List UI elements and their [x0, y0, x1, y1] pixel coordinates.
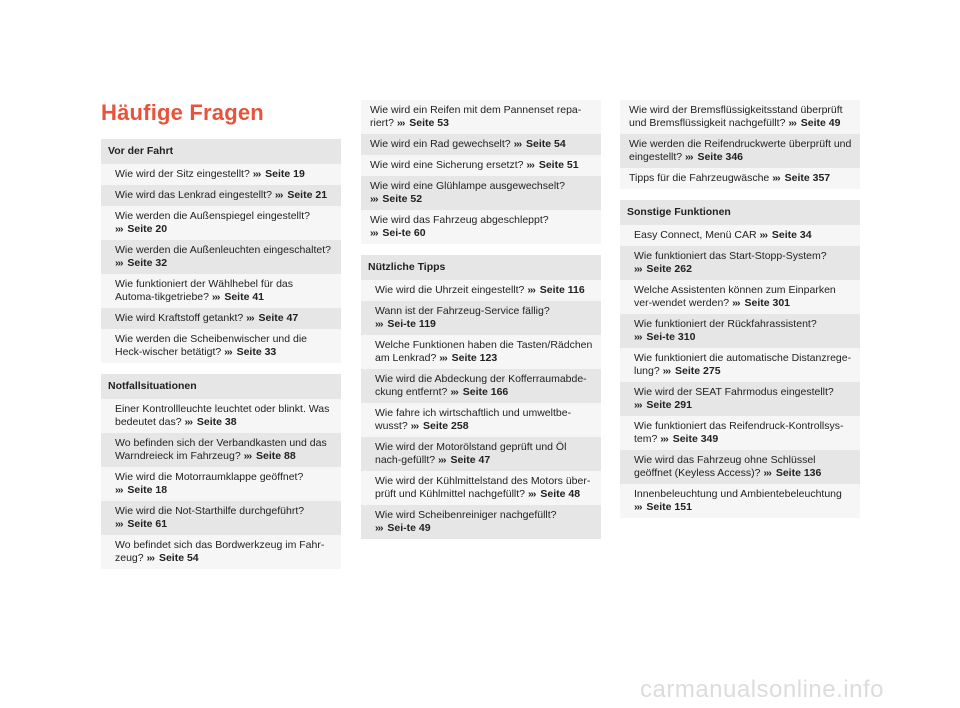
page-reference-link[interactable] — [212, 291, 264, 303]
page-reference-link[interactable] — [634, 331, 695, 343]
faq-item — [361, 505, 601, 539]
faq-item — [101, 308, 341, 329]
page-number: Seite 48 — [540, 488, 581, 500]
reference-arrows-icon: ››› — [634, 501, 642, 513]
faq-item — [361, 100, 601, 134]
faq-item — [101, 164, 341, 185]
faq-item — [101, 240, 341, 274]
reference-arrows-icon: ››› — [115, 257, 123, 269]
page-number: Seite 34 — [771, 229, 812, 241]
page-reference-link[interactable] — [244, 450, 296, 462]
page-reference-link[interactable] — [514, 138, 566, 150]
reference-arrows-icon: ››› — [396, 117, 405, 129]
page-number: Seite 47 — [450, 454, 491, 466]
faq-item — [620, 382, 860, 416]
reference-arrows-icon: ››› — [370, 227, 378, 239]
faq-question: Easy Connect, Menü CAR — [634, 229, 757, 241]
faq-question: Einer Kontrollleuchte leuchtet oder blinkt. Was bedeutet das? — [115, 403, 330, 428]
reference-arrows-icon: ››› — [115, 484, 123, 496]
faq-column-3 — [620, 100, 860, 529]
page-number: Seite 54 — [158, 552, 199, 564]
page-reference-link[interactable] — [450, 386, 508, 398]
faq-item — [101, 206, 341, 240]
faq-section — [101, 374, 341, 569]
reference-arrows-icon: ››› — [662, 365, 671, 377]
faq-section — [101, 139, 341, 363]
faq-item — [101, 399, 341, 433]
faq-question: Wie wird der SEAT Fahrmodus eingestellt? — [634, 386, 834, 398]
faq-question: Wie wird die Uhrzeit eingestellt? — [375, 284, 525, 296]
faq-item — [361, 437, 601, 471]
faq-item — [620, 168, 860, 189]
faq-item — [361, 335, 601, 369]
page-number: Seite 291 — [646, 399, 692, 411]
faq-item — [361, 403, 601, 437]
faq-item — [101, 185, 341, 206]
watermark: carmanualsonline.info — [640, 676, 884, 703]
faq-item — [101, 467, 341, 501]
page-number: Seite 38 — [196, 416, 237, 428]
page-reference-link[interactable] — [115, 518, 167, 530]
reference-arrows-icon: ››› — [246, 312, 254, 324]
reference-arrows-icon: ››› — [115, 518, 123, 530]
page-reference-link[interactable] — [184, 416, 236, 428]
faq-question: Wie werden die Scheibenwischer und die Heck-wischer betätigt? — [115, 333, 308, 358]
faq-question: Wie wird die Motorraumklappe geöffnet? — [115, 471, 304, 483]
page-number: Seite 51 — [538, 159, 579, 171]
faq-item — [620, 348, 860, 382]
faq-item — [361, 301, 601, 335]
page-title: Häufige Fragen — [101, 100, 264, 125]
reference-arrows-icon: ››› — [211, 291, 220, 303]
faq-question: Welche Assistenten können zum Einparken ver-wendet werden? — [634, 284, 836, 309]
faq-question: Wie wird Scheibenreiniger nachgefüllt? — [375, 509, 557, 521]
faq-item — [361, 134, 601, 155]
faq-column-2 — [361, 100, 601, 550]
page-number: Seite 32 — [127, 257, 168, 269]
page-number: Seite 47 — [258, 312, 299, 324]
faq-question: Wie werden die Reifendruckwerte überprüft und eingestellt? — [629, 138, 852, 163]
reference-arrows-icon: ››› — [526, 159, 534, 171]
faq-item — [361, 210, 601, 244]
faq-question: Wie funktioniert der Rückfahrassistent? — [634, 318, 817, 330]
page-number: Seite 258 — [423, 420, 469, 432]
page-number: Sei-te 49 — [387, 522, 431, 534]
page-reference-link[interactable] — [634, 399, 692, 411]
faq-item — [361, 369, 601, 403]
faq-question: Wie wird ein Reifen mit dem Pannenset repa-riert? — [370, 104, 582, 129]
reference-arrows-icon: ››› — [763, 467, 771, 479]
faq-section — [620, 100, 860, 189]
page-reference-link[interactable] — [685, 151, 743, 163]
faq-item — [620, 314, 860, 348]
faq-question: Wie fahre ich wirtschaftlich und umweltbe-wusst? — [375, 407, 572, 432]
page-reference-link[interactable] — [528, 488, 580, 500]
page-reference-link[interactable] — [439, 352, 497, 364]
reference-arrows-icon: ››› — [410, 420, 419, 432]
faq-section — [620, 200, 860, 518]
reference-arrows-icon: ››› — [438, 454, 446, 466]
faq-item — [620, 225, 860, 246]
reference-arrows-icon: ››› — [252, 168, 261, 180]
page-reference-link[interactable] — [526, 159, 578, 171]
faq-column-1 — [101, 139, 341, 580]
page-reference-link[interactable] — [660, 433, 718, 445]
reference-arrows-icon: ››› — [274, 189, 283, 201]
faq-question: Wie wird ein Rad gewechselt? — [370, 138, 511, 150]
faq-question: Wie wird der Kühlmittelstand des Motors über-prüft und Kühlmittel nachgefüllt? — [375, 475, 591, 500]
reference-arrows-icon: ››› — [772, 172, 780, 184]
page-reference-link[interactable] — [732, 297, 790, 309]
faq-item — [361, 280, 601, 301]
page-reference-link[interactable] — [759, 229, 811, 241]
page-reference-link[interactable] — [763, 467, 821, 479]
faq-question: Wie wird das Fahrzeug ohne Schlüssel geöffnet (Keyless Access)? — [634, 454, 816, 479]
page-number: Seite 21 — [287, 189, 328, 201]
faq-question: Wie wird eine Glühlampe ausgewechselt? — [370, 180, 565, 192]
page-reference-link[interactable] — [772, 172, 830, 184]
page-number: Seite 349 — [672, 433, 719, 445]
reference-arrows-icon: ››› — [634, 399, 642, 411]
page-reference-link[interactable] — [634, 501, 692, 513]
faq-question: Wie werden die Außenleuchten eingeschaltet? — [115, 244, 331, 256]
faq-question: Wie wird das Lenkrad eingestellt? — [115, 189, 272, 201]
page-reference-link[interactable] — [634, 263, 692, 275]
section-header: Sonstige Funktionen — [620, 200, 860, 225]
reference-arrows-icon: ››› — [375, 318, 383, 330]
section-header: Notfallsituationen — [101, 374, 341, 399]
section-header: Vor der Fahrt — [101, 139, 341, 164]
reference-arrows-icon: ››› — [685, 151, 693, 163]
page-reference-link[interactable] — [370, 193, 422, 205]
page-number: Seite 123 — [451, 352, 498, 364]
faq-item — [101, 329, 341, 363]
faq-item — [620, 450, 860, 484]
reference-arrows-icon: ››› — [527, 284, 535, 296]
faq-question: Wie funktioniert der Wählhebel für das Automa-tikgetriebe? — [115, 278, 294, 303]
faq-item — [101, 535, 341, 569]
page-reference-link[interactable] — [115, 484, 167, 496]
page-reference-link[interactable] — [147, 552, 199, 564]
page-number: Sei-te 119 — [387, 318, 436, 330]
faq-item — [620, 484, 860, 518]
page-reference-link[interactable] — [275, 189, 327, 201]
reference-arrows-icon: ››› — [513, 138, 522, 150]
page-number: Seite 88 — [256, 450, 296, 462]
page-reference-link[interactable] — [375, 522, 431, 534]
section-header: Nützliche Tipps — [361, 255, 601, 280]
reference-arrows-icon: ››› — [375, 522, 383, 534]
faq-item — [361, 176, 601, 210]
faq-item — [620, 280, 860, 314]
faq-question: Wann ist der Fahrzeug-Service fällig? — [375, 305, 550, 317]
faq-item — [361, 471, 601, 505]
page-reference-link[interactable] — [115, 223, 167, 235]
faq-question: Wie funktioniert das Start-Stopp-System? — [634, 250, 827, 262]
reference-arrows-icon: ››› — [370, 193, 378, 205]
page-number: Seite 54 — [526, 138, 566, 150]
page-number: Seite 262 — [646, 263, 692, 275]
faq-item — [101, 501, 341, 535]
reference-arrows-icon: ››› — [634, 263, 642, 275]
reference-arrows-icon: ››› — [634, 331, 642, 343]
page-reference-link[interactable] — [224, 346, 276, 358]
reference-arrows-icon: ››› — [660, 433, 668, 445]
faq-item — [101, 433, 341, 467]
faq-section — [361, 100, 601, 244]
page-number: Seite 61 — [127, 518, 168, 530]
page-number: Seite 166 — [462, 386, 509, 398]
reference-arrows-icon: ››› — [527, 488, 536, 500]
page-number: Seite 19 — [265, 168, 305, 180]
page-number: Seite 52 — [382, 193, 423, 205]
faq-question: Wie wird der Motorölstand geprüft und Öl nach-gefüllt? — [375, 441, 567, 466]
faq-question: Wie wird eine Sicherung ersetzt? — [370, 159, 524, 171]
page-number: Seite 346 — [697, 151, 744, 163]
page-number: Sei-te 310 — [646, 331, 696, 343]
page-reference-link[interactable] — [438, 454, 490, 466]
faq-item — [620, 416, 860, 450]
faq-question: Wo befinden sich der Verbandkasten und das Warndreieck im Fahrzeug? — [115, 437, 327, 462]
reference-arrows-icon: ››› — [439, 352, 447, 364]
faq-question: Wo befindet sich das Bordwerkzeug im Fahr-zeug? — [115, 539, 325, 564]
faq-question: Innenbeleuchtung und Ambientebeleuchtung — [634, 488, 842, 500]
page-reference-link[interactable] — [253, 168, 305, 180]
faq-question: Wie wird Kraftstoff getankt? — [115, 312, 244, 324]
faq-question: Wie wird der Sitz eingestellt? — [115, 168, 250, 180]
faq-section — [361, 255, 601, 539]
faq-question: Wie werden die Außenspiegel eingestellt? — [115, 210, 310, 222]
reference-arrows-icon: ››› — [184, 416, 192, 428]
page-reference-link[interactable] — [663, 365, 721, 377]
page-number: Seite 53 — [409, 117, 449, 129]
faq-question: Wie funktioniert die automatische Distanzrege-lung? — [634, 352, 852, 377]
page-number: Seite 116 — [539, 284, 585, 296]
reference-arrows-icon: ››› — [115, 223, 123, 235]
page-number: Seite 275 — [675, 365, 721, 377]
faq-item — [101, 274, 341, 308]
faq-question: Tipps für die Fahrzeugwäsche — [629, 172, 770, 184]
reference-arrows-icon: ››› — [732, 297, 740, 309]
page-number: Seite 357 — [784, 172, 831, 184]
faq-question: Welche Funktionen haben die Tasten/Rädchen am Lenkrad? — [375, 339, 593, 364]
page-reference-link[interactable] — [115, 257, 167, 269]
page-number: Seite 20 — [127, 223, 168, 235]
reference-arrows-icon: ››› — [450, 386, 458, 398]
reference-arrows-icon: ››› — [146, 552, 155, 564]
faq-question: Wie funktioniert das Reifendruck-Kontrollsys-tem? — [634, 420, 844, 445]
page-number: Seite 33 — [236, 346, 277, 358]
page-number: Seite 151 — [646, 501, 692, 513]
page-reference-link[interactable] — [375, 318, 436, 330]
reference-arrows-icon: ››› — [224, 346, 232, 358]
page-reference-link[interactable] — [411, 420, 469, 432]
page-number: Seite 49 — [800, 117, 841, 129]
page-reference-link[interactable] — [246, 312, 298, 324]
page-number: Seite 301 — [744, 297, 791, 309]
page-reference-link[interactable] — [527, 284, 584, 296]
reference-arrows-icon: ››› — [243, 450, 252, 462]
faq-question: Wie wird das Fahrzeug abgeschleppt? — [370, 214, 549, 226]
reference-arrows-icon: ››› — [759, 229, 767, 241]
page-number: Seite 41 — [224, 291, 265, 303]
faq-question: Wie wird der Bremsflüssigkeitsstand überprüft und Bremsflüssigkeit nachgefüllt? — [629, 104, 843, 129]
page-number: Sei-te 60 — [382, 227, 426, 239]
page-reference-link[interactable] — [788, 117, 840, 129]
page-reference-link[interactable] — [370, 227, 426, 239]
faq-question: Wie wird die Abdeckung der Kofferraumabde-ckung entfernt? — [375, 373, 587, 398]
page-number: Seite 136 — [775, 467, 822, 479]
reference-arrows-icon: ››› — [788, 117, 796, 129]
faq-item — [620, 134, 860, 168]
page-number: Seite 18 — [127, 484, 168, 496]
faq-item — [620, 100, 860, 134]
faq-item — [620, 246, 860, 280]
page-reference-link[interactable] — [397, 117, 449, 129]
faq-question: Wie wird die Not-Starthilfe durchgeführt? — [115, 505, 305, 517]
faq-item — [361, 155, 601, 176]
